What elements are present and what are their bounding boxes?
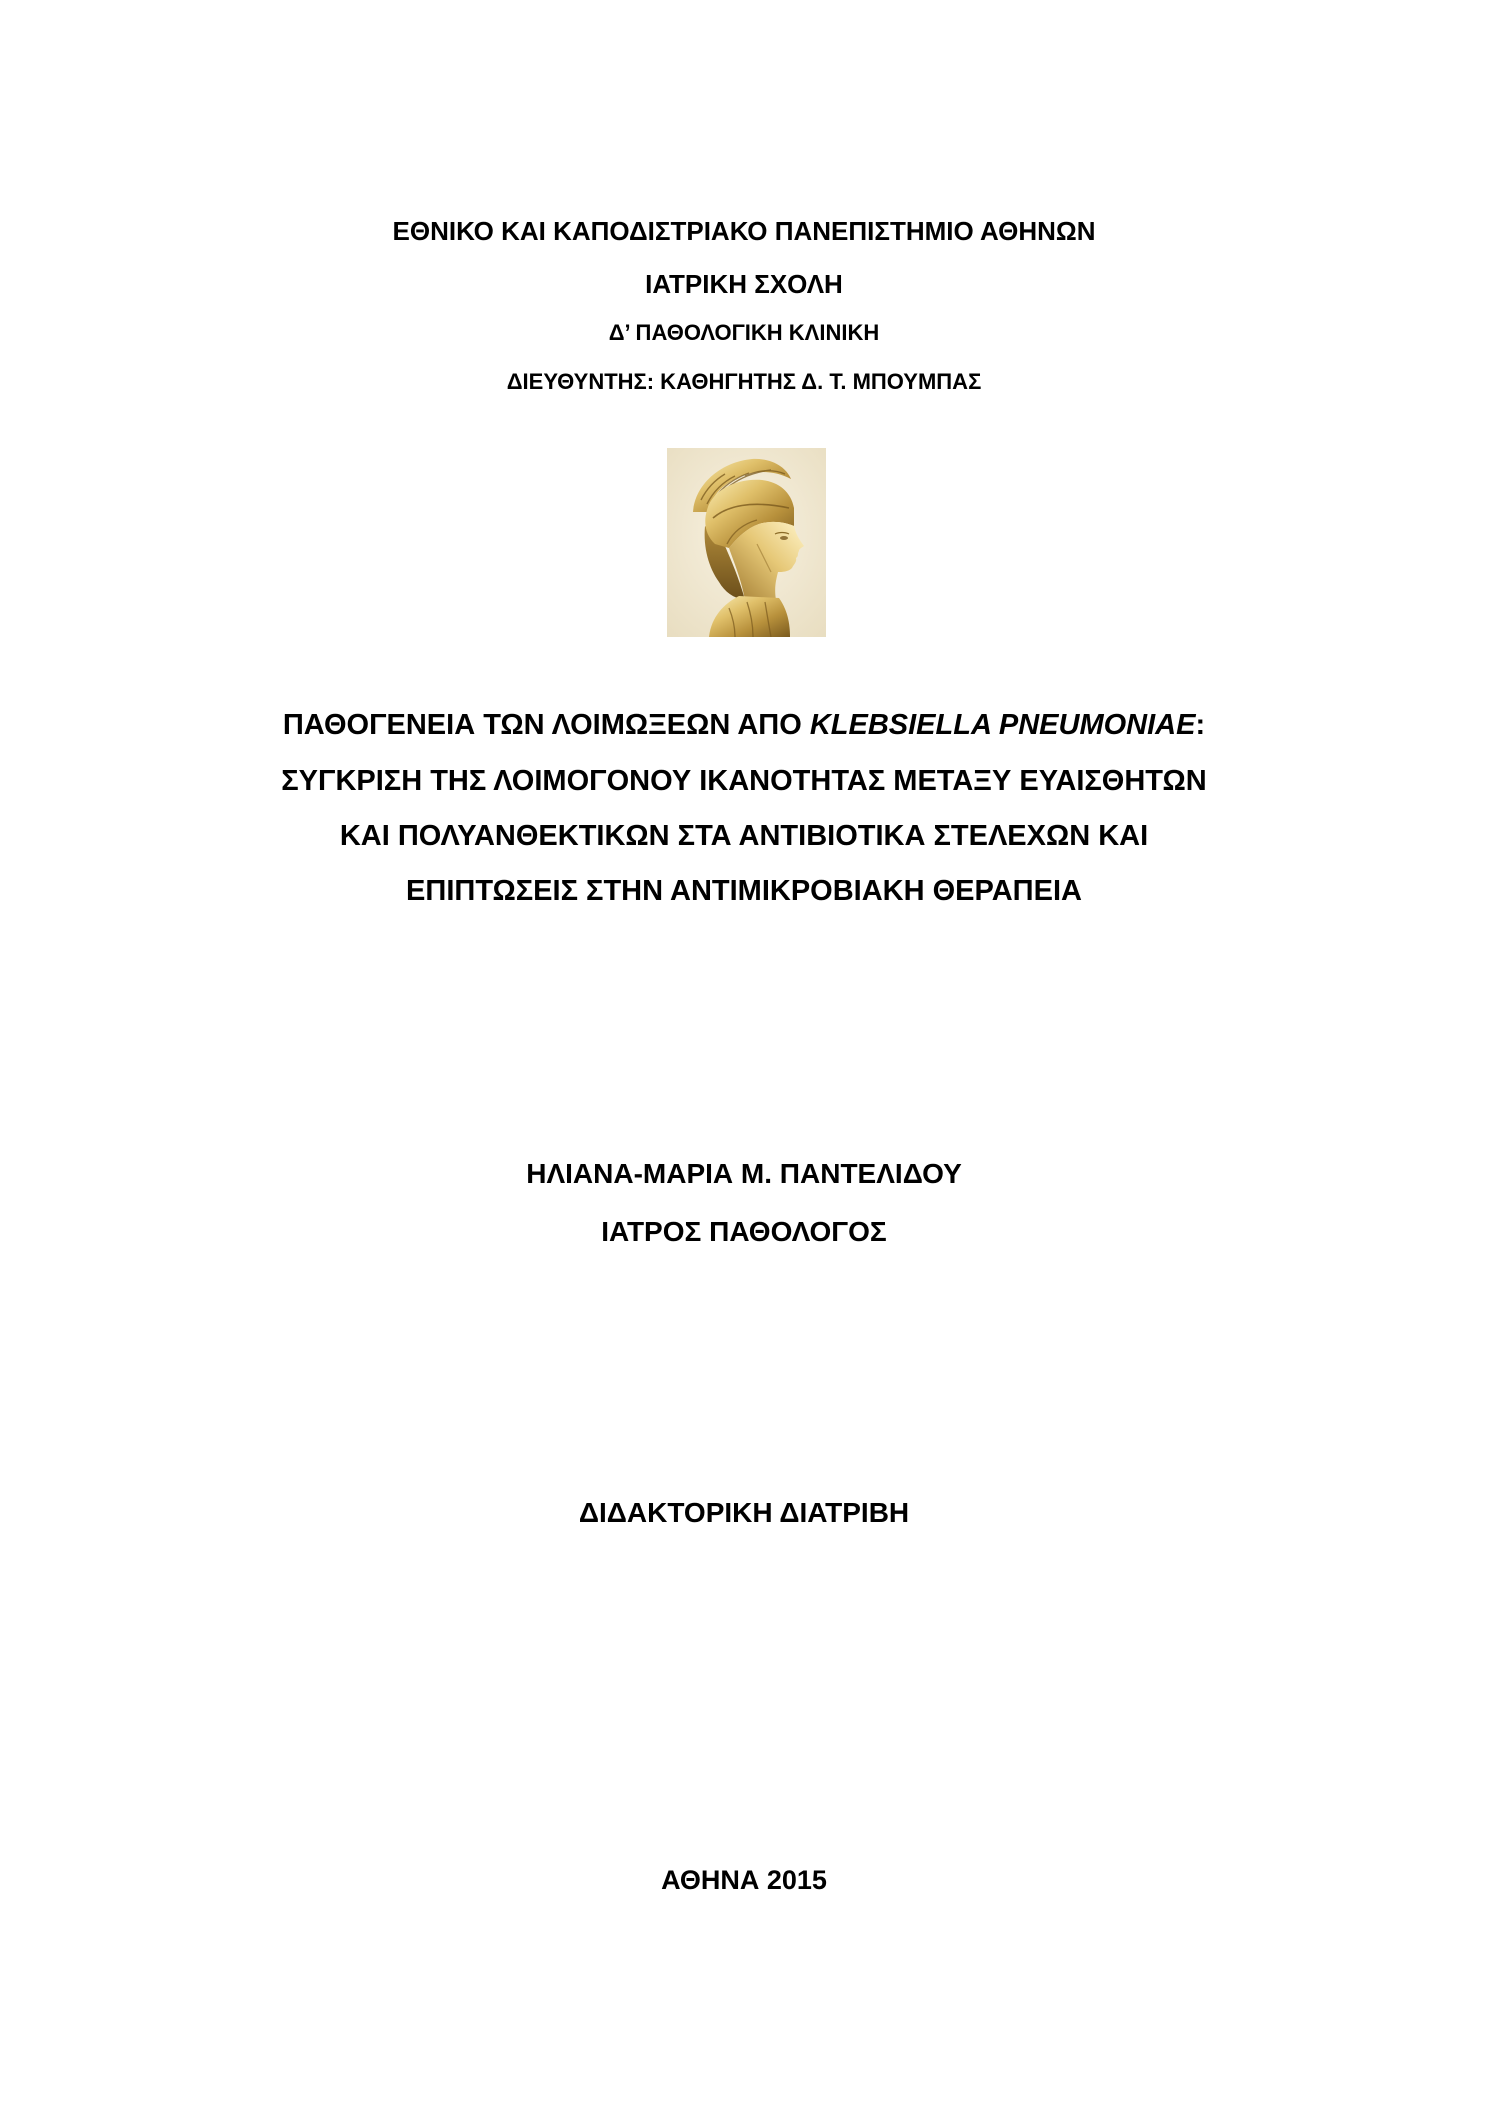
author-name: ΗΛΙΑΝΑ-ΜΑΡΙΑ Μ. ΠΑΝΤΕΛΙΔΟΥ: [526, 1158, 962, 1189]
athena-head-icon: [667, 448, 826, 637]
thesis-title-line-4: ΕΠΙΠΤΩΣΕΙΣ ΣΤΗΝ ΑΝΤΙΜΙΚΡΟΒΙΑΚΗ ΘΕΡΑΠΕΙΑ: [406, 875, 1082, 907]
thesis-title-line-1-suffix: :: [1195, 709, 1206, 741]
document-type: ΔΙΔΑΚΤΟΡΙΚΗ ΔΙΑΤΡΙΒΗ: [578, 1497, 910, 1528]
thesis-title-line-3: ΚΑΙ ΠΟΛΥΑΝΘΕΚΤΙΚΩΝ ΣΤΑ ΑΝΤΙΒΙΟΤΙΚΑ ΣΤΕΛΕΧΩΝ ΚΑΙ: [339, 820, 1149, 852]
thesis-title-line-1: [0, 708, 1488, 743]
university-name: ΕΘΝΙΚΟ ΚΑΙ ΚΑΠΟΔΙΣΤΡΙΑΚΟ ΠΑΝΕΠΙΣΤΗΜΙΟ ΑΘΗΝΩΝ: [392, 216, 1096, 246]
thesis-title-line-2: ΣΥΓΚΡΙΣΗ ΤΗΣ ΛΟΙΜΟΓΟΝΟΥ ΙΚΑΝΟΤΗΤΑΣ ΜΕΤΑΞΥ ΕΥΑΙΣΘΗΤΩΝ: [281, 765, 1207, 797]
clinic-director: ΔΙΕΥΘΥΝΤΗΣ: ΚΑΘΗΓΗΤΗΣ Δ. Τ. ΜΠΟΥΜΠΑΣ: [506, 369, 982, 394]
thesis-title-line-1-prefix: ΠΑΘΟΓΕΝΕΙΑ ΤΩΝ ΛΟΙΜΩΞΕΩΝ ΑΠΟ: [282, 709, 810, 741]
school-name: ΙΑΤΡΙΚΗ ΣΧΟΛΗ: [645, 269, 843, 299]
author-role: ΙΑΤΡΟΣ ΠΑΘΟΛΟΓΟΣ: [601, 1216, 887, 1247]
university-logo: [667, 448, 826, 637]
clinic-name: Δ’ ΠΑΘΟΛΟΓΙΚΗ ΚΛΙΝΙΚΗ: [608, 320, 880, 345]
thesis-title-organism: KLEBSIELLA PNEUMONIAE: [809, 709, 1196, 741]
place-and-year: ΑΘΗΝΑ 2015: [661, 1865, 827, 1895]
